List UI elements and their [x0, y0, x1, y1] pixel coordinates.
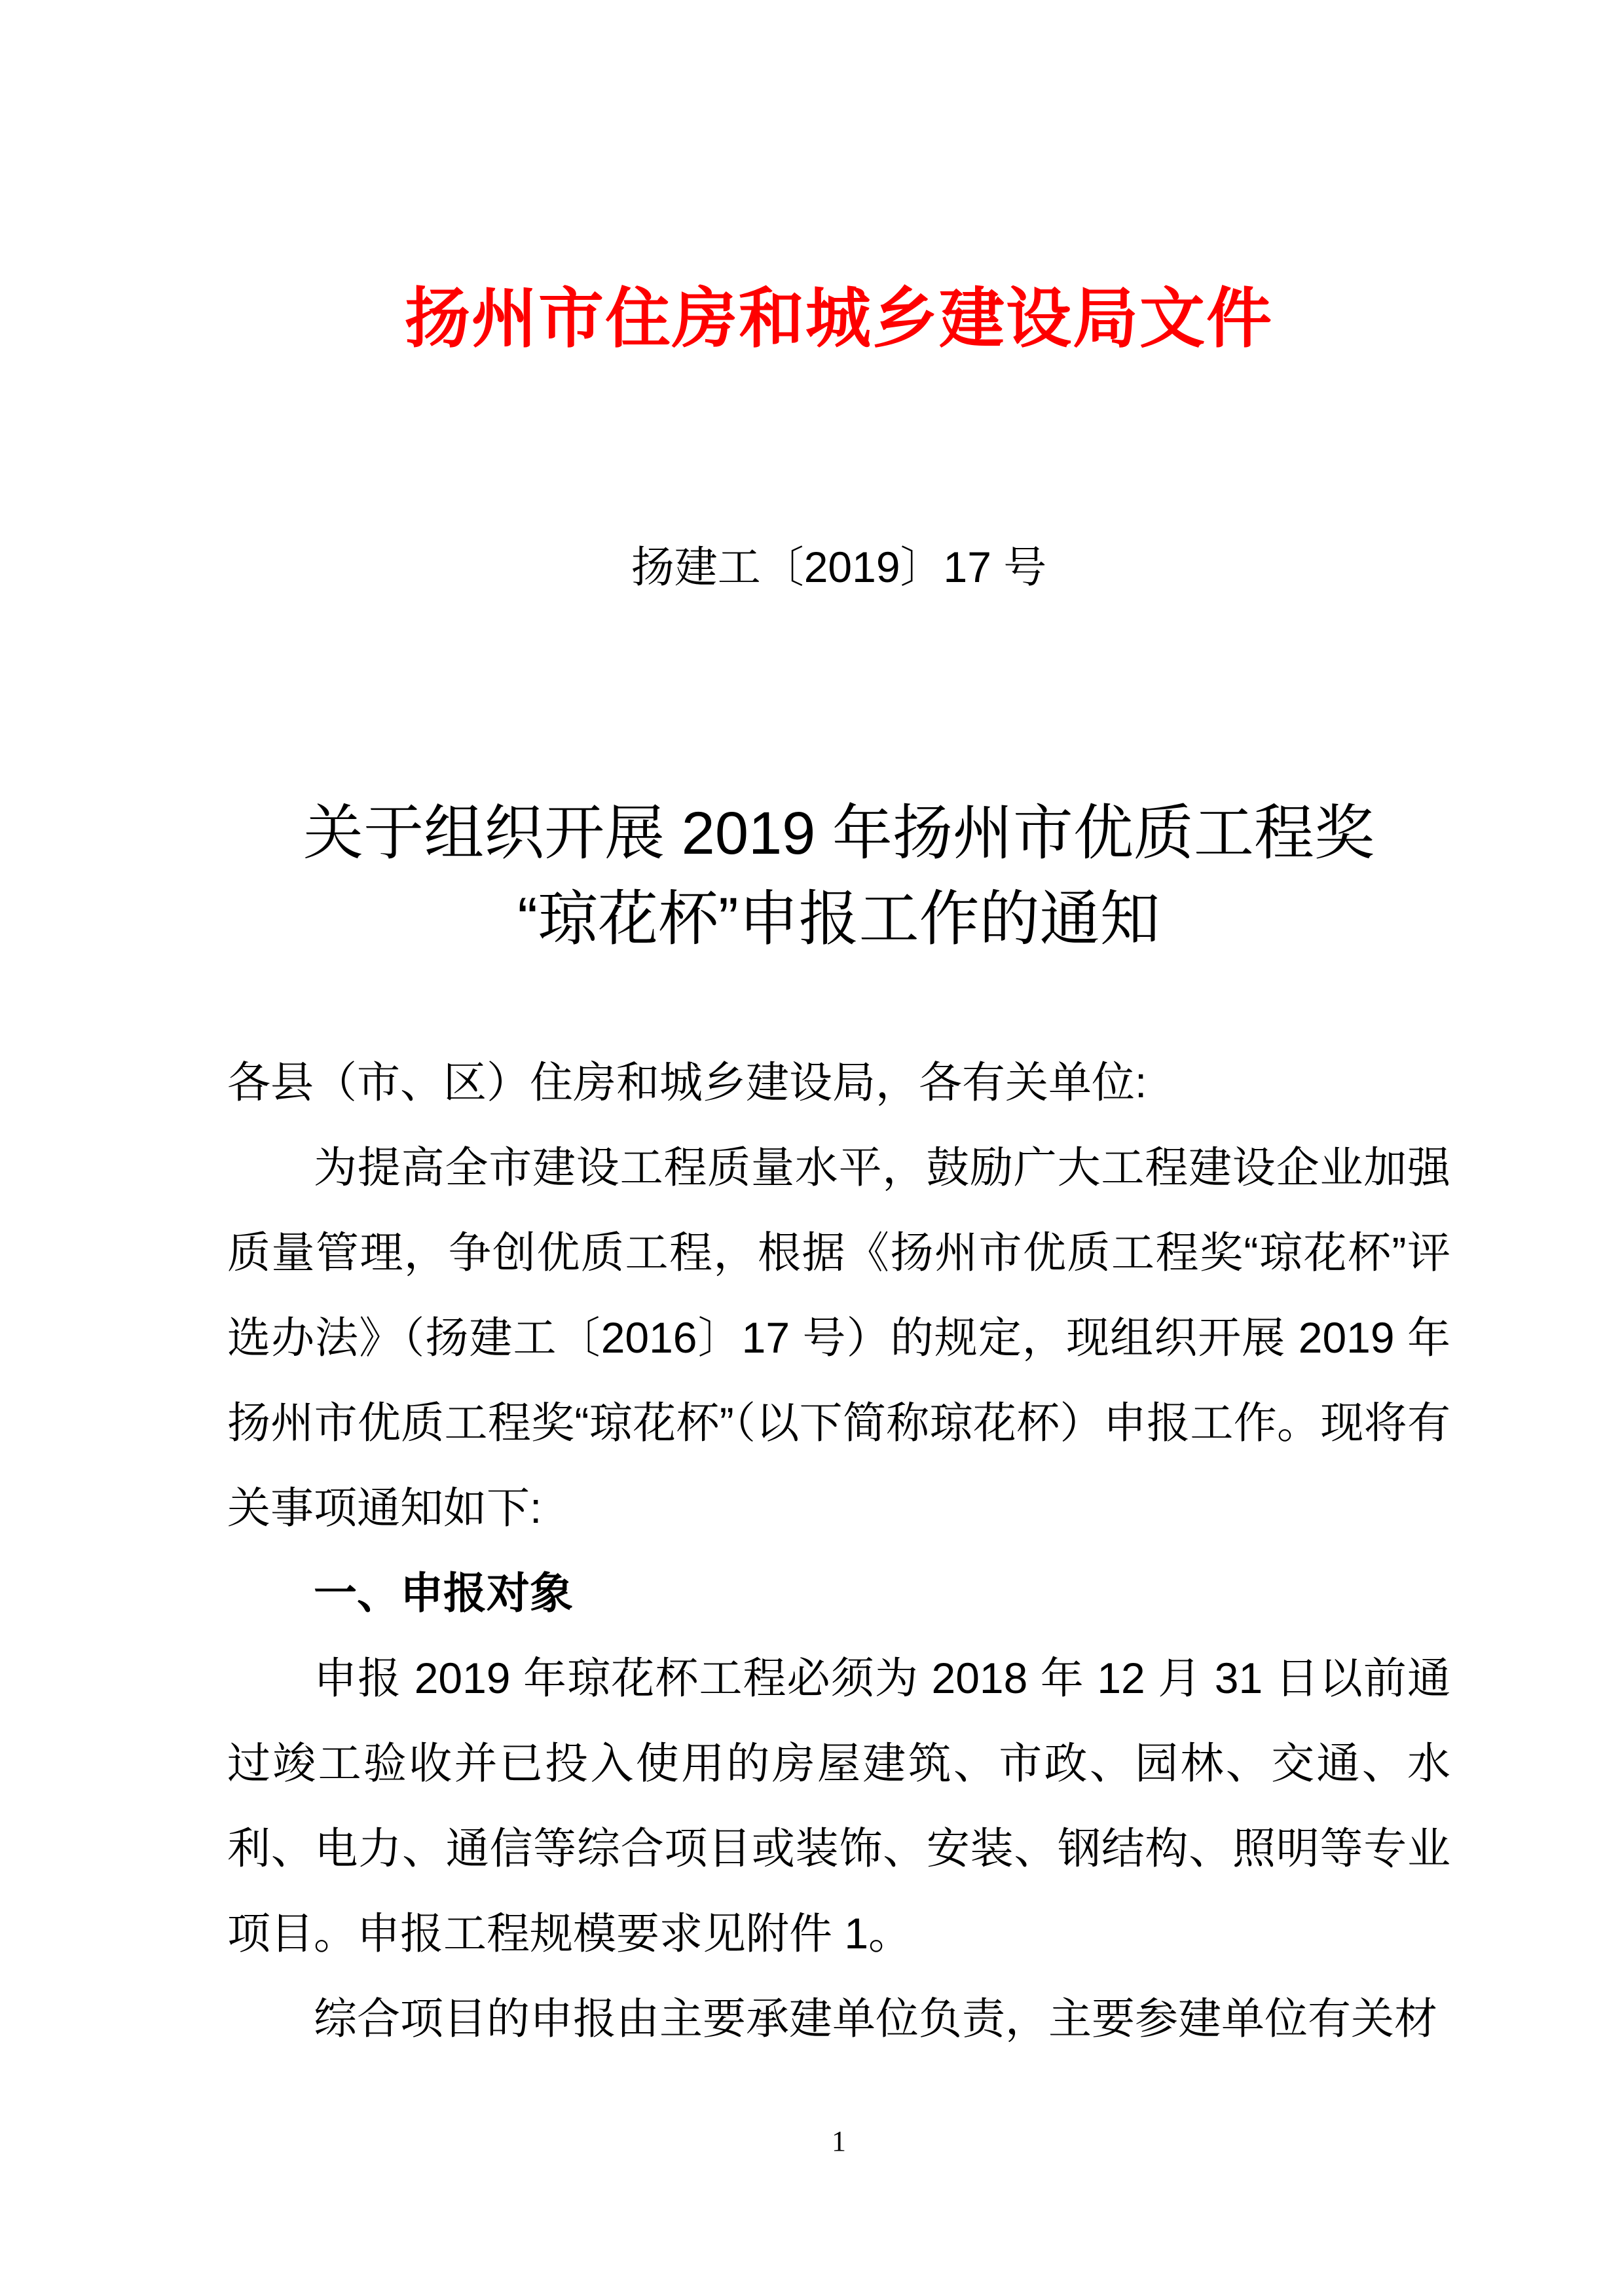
salutation: 各县（市、区）住房和城乡建设局，各有关单位: [227, 1058, 1147, 1106]
doc-reference-number: 扬建工〔2019〕17 号 [631, 543, 1047, 591]
body-paragraph: 申报 2019 年琼花杯工程必须为 2018 年 12 月 31 日以前通过竣工验收并已投入使用的房屋建筑、市政、园林、交通、水利、电力、通信等综合项目或装饰、安装、钢结构、照明等专业项目。申报工程规模要求见附件 1。 [227, 1654, 1450, 1958]
doc-title [227, 791, 1450, 962]
page-number: 1 [832, 2125, 846, 2157]
doc-title-line1: 关于组织开展 2019 年扬州市优质工程奖 [303, 800, 1375, 867]
doc-title-line2: “琼花杯”申报工作的通知 [517, 886, 1160, 953]
paragraph-list [227, 1125, 1450, 2061]
body-paragraph: 综合项目的申报由主要承建单位负责，主要参建单位有关材 [314, 1994, 1437, 2043]
document-body [227, 1040, 1450, 2061]
agency-header-title: 扬州市住房和城乡建设局文件 [405, 283, 1273, 355]
section-heading: 一、申报对象 [314, 1569, 573, 1617]
body-paragraph: 为提高全市建设工程质量水平，鼓励广大工程建设企业加强质量管理，争创优质工程，根据《扬州市优质工程奖“琼花杯”评选办法》（扬建工〔2016〕17 号）的规定，现组织开展 2019 年扬州市优质工程奖“琼花杯”（以下简称琼花杯）申报工作。现将有关事项通知如下: [227, 1143, 1450, 1532]
